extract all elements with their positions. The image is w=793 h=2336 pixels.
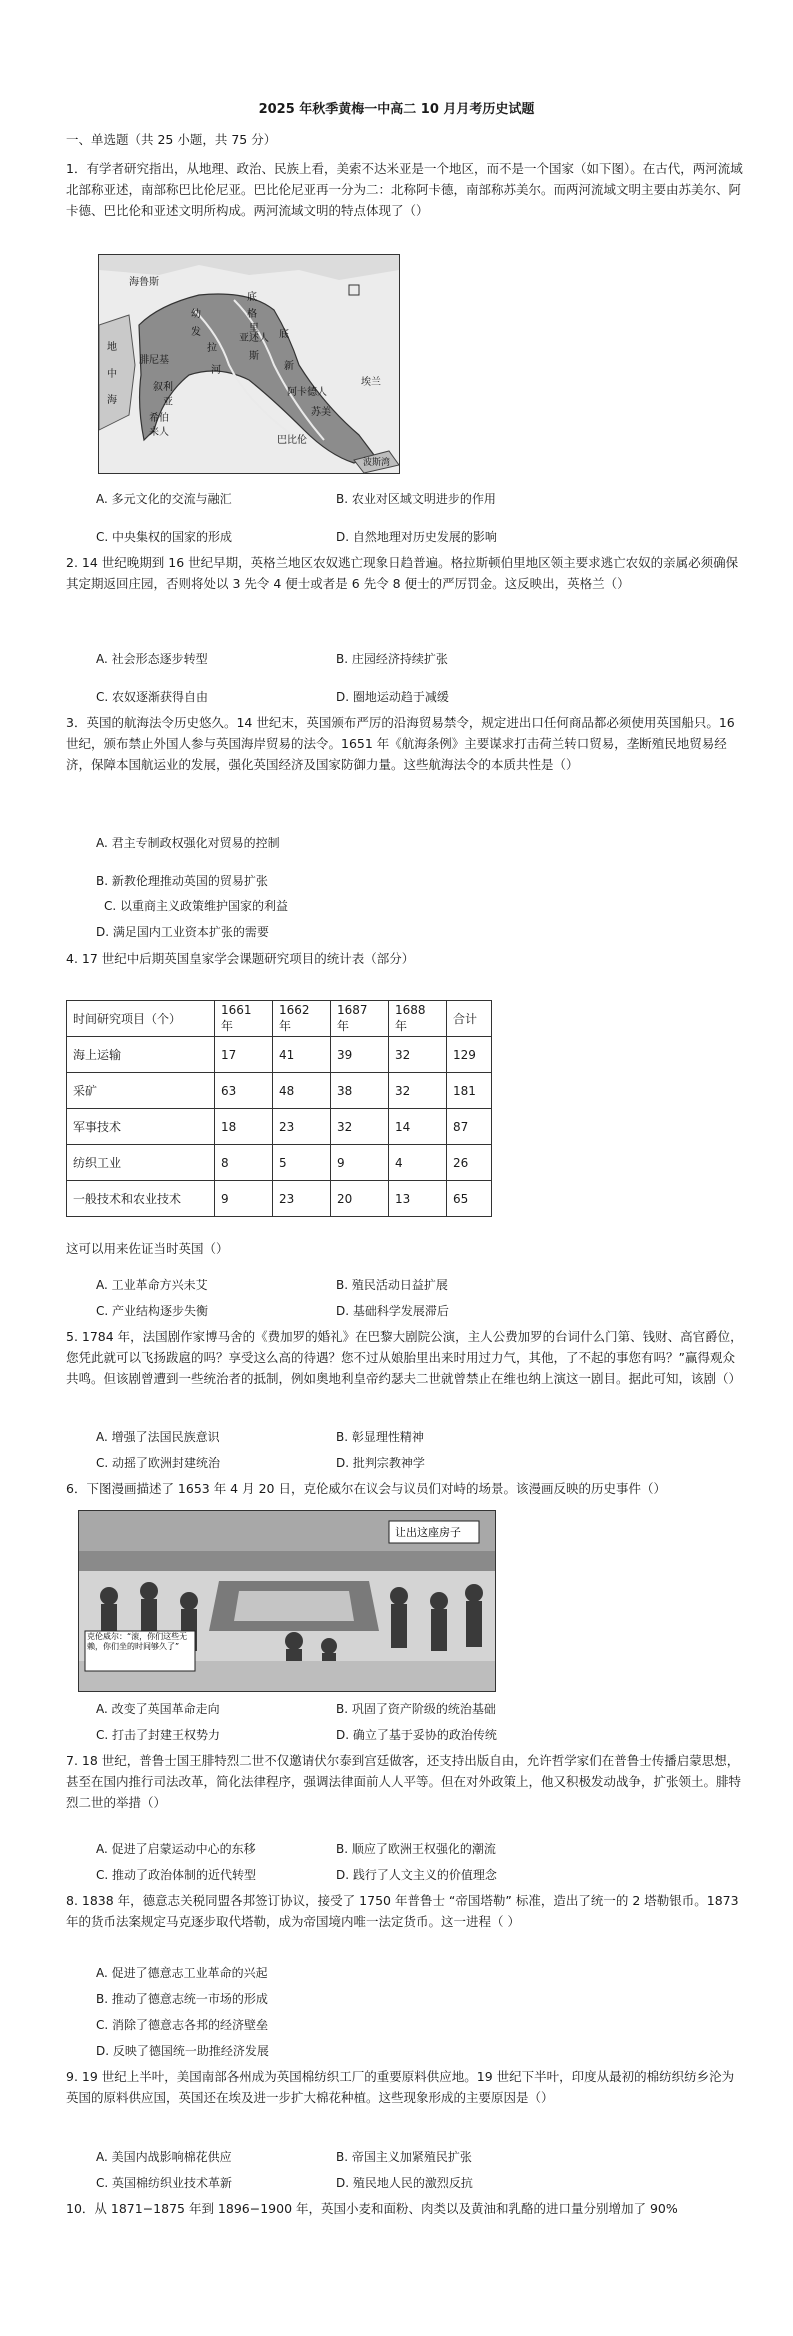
map-label: 幼 <box>191 309 201 320</box>
q9-option-d[interactable]: D. 殖民地人民的激烈反抗 <box>336 2176 473 2190</box>
cartoon-speech-left: 克伦威尔：“滚，你们这些无赖，你们坐的时间够久了” <box>87 1632 188 1651</box>
q4-option-d[interactable]: D. 基础科学发展滞后 <box>336 1304 449 1318</box>
table-cell: 63 <box>215 1073 273 1109</box>
question-1-text: 1．有学者研究指出，从地理、政治、民族上看，美索不达米亚是一个地区，而不是一个国家（如下图）。在古代，两河流域北部称亚述，南部称巴比伦尼亚。巴比伦尼亚再一分为二：北称阿卡德，南部称苏美尔。而两河流域文明主要由苏美尔、阿卡德、巴比伦和亚述文明所构成。两河流域文明的特点体现了（） <box>66 161 743 218</box>
q6-option-d[interactable]: D. 确立了基于妥协的政治传统 <box>336 1728 497 1742</box>
q4-option-b[interactable]: B. 殖民活动日益扩展 <box>336 1278 448 1292</box>
table-cell: 军事技术 <box>67 1109 215 1145</box>
q1-option-b[interactable]: B. 农业对区域文明进步的作用 <box>336 492 496 506</box>
table-cell: 26 <box>447 1145 492 1181</box>
q8-option-a[interactable]: A. 促进了德意志工业革命的兴起 <box>96 1966 268 1980</box>
map-label: 河 <box>211 365 221 376</box>
table-cell: 9 <box>215 1181 273 1217</box>
table-header-cell: 1687 年 <box>331 1001 389 1037</box>
table-cell: 129 <box>447 1037 492 1073</box>
table-row <box>67 1181 492 1217</box>
q4-option-c[interactable]: C. 产业结构逐步失衡 <box>96 1304 209 1318</box>
table-cell: 32 <box>331 1109 389 1145</box>
q2-option-b[interactable]: B. 庄园经济持续扩张 <box>336 652 448 666</box>
mesopotamia-map <box>98 254 400 474</box>
exam-title: 2025 年秋季黄梅一中高二 10 月月考历史试题 <box>258 102 535 117</box>
q2-option-a[interactable]: A. 社会形态逐步转型 <box>96 652 208 666</box>
table-cell: 9 <box>331 1145 389 1181</box>
q9-option-a[interactable]: A. 美国内战影响棉花供应 <box>96 2150 232 2164</box>
q7-option-a[interactable]: A. 促进了启蒙运动中心的东移 <box>96 1842 256 1856</box>
q2-option-c[interactable]: C. 农奴逐渐获得自由 <box>96 690 209 704</box>
table-cell: 181 <box>447 1073 492 1109</box>
q3-option-b[interactable]: B. 新教伦理推动英国的贸易扩张 <box>96 874 268 888</box>
map-label: 拉 <box>207 343 217 354</box>
q8-option-c[interactable]: C. 消除了德意志各邦的经济壁垒 <box>96 2018 269 2032</box>
table-cell: 采矿 <box>67 1073 215 1109</box>
table-cell: 39 <box>331 1037 389 1073</box>
table-cell: 32 <box>389 1073 447 1109</box>
q6-option-b[interactable]: B. 巩固了资产阶级的统治基础 <box>336 1702 496 1716</box>
table-cell: 18 <box>215 1109 273 1145</box>
table-cell: 8 <box>215 1145 273 1181</box>
map-label: 埃兰 <box>361 377 381 388</box>
table-row <box>67 1109 492 1145</box>
q9-option-b[interactable]: B. 帝国主义加紧殖民扩张 <box>336 2150 472 2164</box>
q6-option-c[interactable]: C. 打击了封建王权势力 <box>96 1728 221 1742</box>
q1-option-c[interactable]: C. 中央集权的国家的形成 <box>96 530 233 544</box>
map-label: 格 <box>247 309 257 320</box>
cartoon-svg <box>79 1511 495 1691</box>
table-cell: 41 <box>273 1037 331 1073</box>
map-label: 腓尼基 <box>139 355 169 366</box>
q3-option-d[interactable]: D. 满足国内工业资本扩张的需要 <box>96 925 269 939</box>
table-cell: 20 <box>331 1181 389 1217</box>
q7-option-d[interactable]: D. 践行了人文主义的价值理念 <box>336 1868 497 1882</box>
question-4-after: 这可以用来佐证当时英国（） <box>66 1241 229 1256</box>
table-cell: 一般技术和农业技术 <box>67 1181 215 1217</box>
map-label: 新 <box>284 361 294 372</box>
table-cell: 纺织工业 <box>67 1145 215 1181</box>
cromwell-cartoon <box>78 1510 496 1692</box>
map-label: 底 <box>279 329 289 340</box>
q1-option-d[interactable]: D. 自然地理对历史发展的影响 <box>336 530 497 544</box>
q5-option-c[interactable]: C. 动摇了欧洲封建统治 <box>96 1456 221 1470</box>
section-heading: 一、单选题（共 25 小题，共 75 分） <box>66 132 277 147</box>
map-label: 苏美 <box>311 407 331 418</box>
map-label: 中 <box>107 369 117 380</box>
map-label: 发 <box>191 327 201 338</box>
table-cell: 87 <box>447 1109 492 1145</box>
q8-option-b[interactable]: B. 推动了德意志统一市场的形成 <box>96 1992 268 2006</box>
q8-option-d[interactable]: D. 反映了德国统一助推经济发展 <box>96 2044 269 2058</box>
question-3-text: 3．英国的航海法令历史悠久。14 世纪末，英国颁布严厉的沿海贸易禁令，规定进出口任何商品都必须使用英国船只。16 世纪，颁布禁止外国人参与英国海岸贸易的法令。1651 年《航海条例》主要谋求打击荷兰转口贸易，垄断殖民地贸易经济，保障本国航运业的发展，强化英国经济及国家防御力量。这些航海法令的本质共性是（） <box>66 715 735 772</box>
map-label: 地 <box>107 342 117 353</box>
q1-option-a[interactable]: A. 多元文化的交流与融汇 <box>96 492 232 506</box>
table-cell: 23 <box>273 1181 331 1217</box>
question-6-text: 6．下图漫画描述了 1653 年 4 月 20 日，克伦威尔在议会与议员们对峙的场景。该漫画反映的历史事件（） <box>66 1481 666 1496</box>
table-header-cell: 1688 年 <box>389 1001 447 1037</box>
cartoon-speech-right: 让出这座房子 <box>395 1526 461 1539</box>
map-label: 巴比伦 <box>277 435 307 446</box>
question-5-text: 5. 1784 年，法国剧作家博马舍的《费加罗的婚礼》在巴黎大剧院公演，主人公费加罗的台词什么门第、钱财、高官爵位，您凭此就可以飞扬跋扈的吗？享受这么高的待遇？您不过从娘胎里出来时用过力气，其他，了不起的事您有吗？”赢得观众共鸣。但该剧曾遭到一些统治者的抵制，例如奥地利皇帝约瑟夫二世就曾禁止在维也纳上演这一剧目。据此可知，该剧（） <box>66 1329 743 1386</box>
q3-option-c[interactable]: C. 以重商主义政策维护国家的利益 <box>104 899 289 913</box>
table-cell: 5 <box>273 1145 331 1181</box>
table-cell: 海上运输 <box>67 1037 215 1073</box>
table-cell: 65 <box>447 1181 492 1217</box>
map-label: 叙利 <box>153 382 173 393</box>
table-header-cell: 时间研究项目（个） <box>67 1001 215 1037</box>
table-header-cell: 合计 <box>447 1001 492 1037</box>
q7-option-c[interactable]: C. 推动了政治体制的近代转型 <box>96 1868 257 1882</box>
table-cell: 23 <box>273 1109 331 1145</box>
q4-option-a[interactable]: A. 工业革命方兴未艾 <box>96 1278 208 1292</box>
q2-option-d[interactable]: D. 圈地运动趋于减缓 <box>336 690 449 704</box>
statistics-table <box>66 1000 492 1217</box>
q9-option-c[interactable]: C. 英国棉纺织业技术革新 <box>96 2176 233 2190</box>
table-cell: 48 <box>273 1073 331 1109</box>
map-label: 希伯 <box>149 413 169 424</box>
table-header-row <box>67 1001 492 1037</box>
table-cell: 38 <box>331 1073 389 1109</box>
table-header-cell: 1661 年 <box>215 1001 273 1037</box>
map-label: 阿卡德人 <box>287 387 327 398</box>
map-label: 斯 <box>249 351 259 362</box>
q5-option-d[interactable]: D. 批判宗教神学 <box>336 1456 425 1470</box>
map-label: 里 <box>249 323 259 334</box>
table-cell: 17 <box>215 1037 273 1073</box>
table-row <box>67 1037 492 1073</box>
map-label: 亚述人 <box>239 333 269 344</box>
q7-option-b[interactable]: B. 顺应了欧洲王权强化的潮流 <box>336 1842 496 1856</box>
map-label: 海鲁斯 <box>129 277 159 288</box>
map-label: 底 <box>247 292 257 303</box>
map-label: 来人 <box>149 427 169 438</box>
q5-option-b[interactable]: B. 彰显理性精神 <box>336 1430 424 1444</box>
table-cell: 4 <box>389 1145 447 1181</box>
map-label: 亚 <box>163 397 173 408</box>
q3-option-a[interactable]: A. 君主专制政权强化对贸易的控制 <box>96 836 280 850</box>
q6-option-a[interactable]: A. 改变了英国革命走向 <box>96 1702 220 1716</box>
table-cell: 32 <box>389 1037 447 1073</box>
question-7-text: 7. 18 世纪，普鲁士国王腓特烈二世不仅邀请伏尔泰到宫廷做客，还支持出版自由，允许哲学家们在普鲁士传播启蒙思想，甚至在国内推行司法改革，简化法律程序，强调法律面前人人平等。但在对外政策上，他又积极发动战争，扩张领土。腓特烈二世的举措（） <box>66 1753 742 1810</box>
question-8-text: 8. 1838 年，德意志关税同盟各邦签订协议，接受了 1750 年普鲁士 “帝国塔勒” 标准，造出了统一的 2 塔勒银币。1873 年的货币法案规定马克逐步取代塔勒，成为帝国境内唯一法定货币。这一进程（ ） <box>66 1893 739 1929</box>
map-svg <box>99 255 399 473</box>
q5-option-a[interactable]: A. 增强了法国民族意识 <box>96 1430 220 1444</box>
table-row <box>67 1073 492 1109</box>
table-header-cell: 1662 年 <box>273 1001 331 1037</box>
table-cell: 13 <box>389 1181 447 1217</box>
map-label: 波斯湾 <box>363 458 391 468</box>
question-2-text: 2. 14 世纪晚期到 16 世纪早期，英格兰地区农奴逃亡现象日趋普遍。格拉斯顿伯里地区领主要求逃亡农奴的亲属必须确保其定期返回庄园，否则将处以 3 先令 4 便士或者是 6 先令 8 便士的严厉罚金。这反映出，英格兰（） <box>66 555 739 591</box>
table-cell: 14 <box>389 1109 447 1145</box>
question-9-text: 9. 19 世纪上半叶，美国南部各州成为英国棉纺织工厂的重要原料供应地。19 世纪下半叶，印度从最初的棉纺织纺乡沦为英国的原料供应国，英国还在埃及进一步扩大棉花种植。这些现象形成的主要原因是（） <box>66 2069 735 2105</box>
map-label: 海 <box>107 395 117 406</box>
question-4-text: 4. 17 世纪中后期英国皇家学会课题研究项目的统计表（部分） <box>66 951 415 966</box>
question-10-text: 10．从 1871−1875 年到 1896−1900 年，英国小麦和面粉、肉类以及黄油和乳酪的进口量分别增加了 90% <box>66 2201 678 2216</box>
table-row <box>67 1145 492 1181</box>
